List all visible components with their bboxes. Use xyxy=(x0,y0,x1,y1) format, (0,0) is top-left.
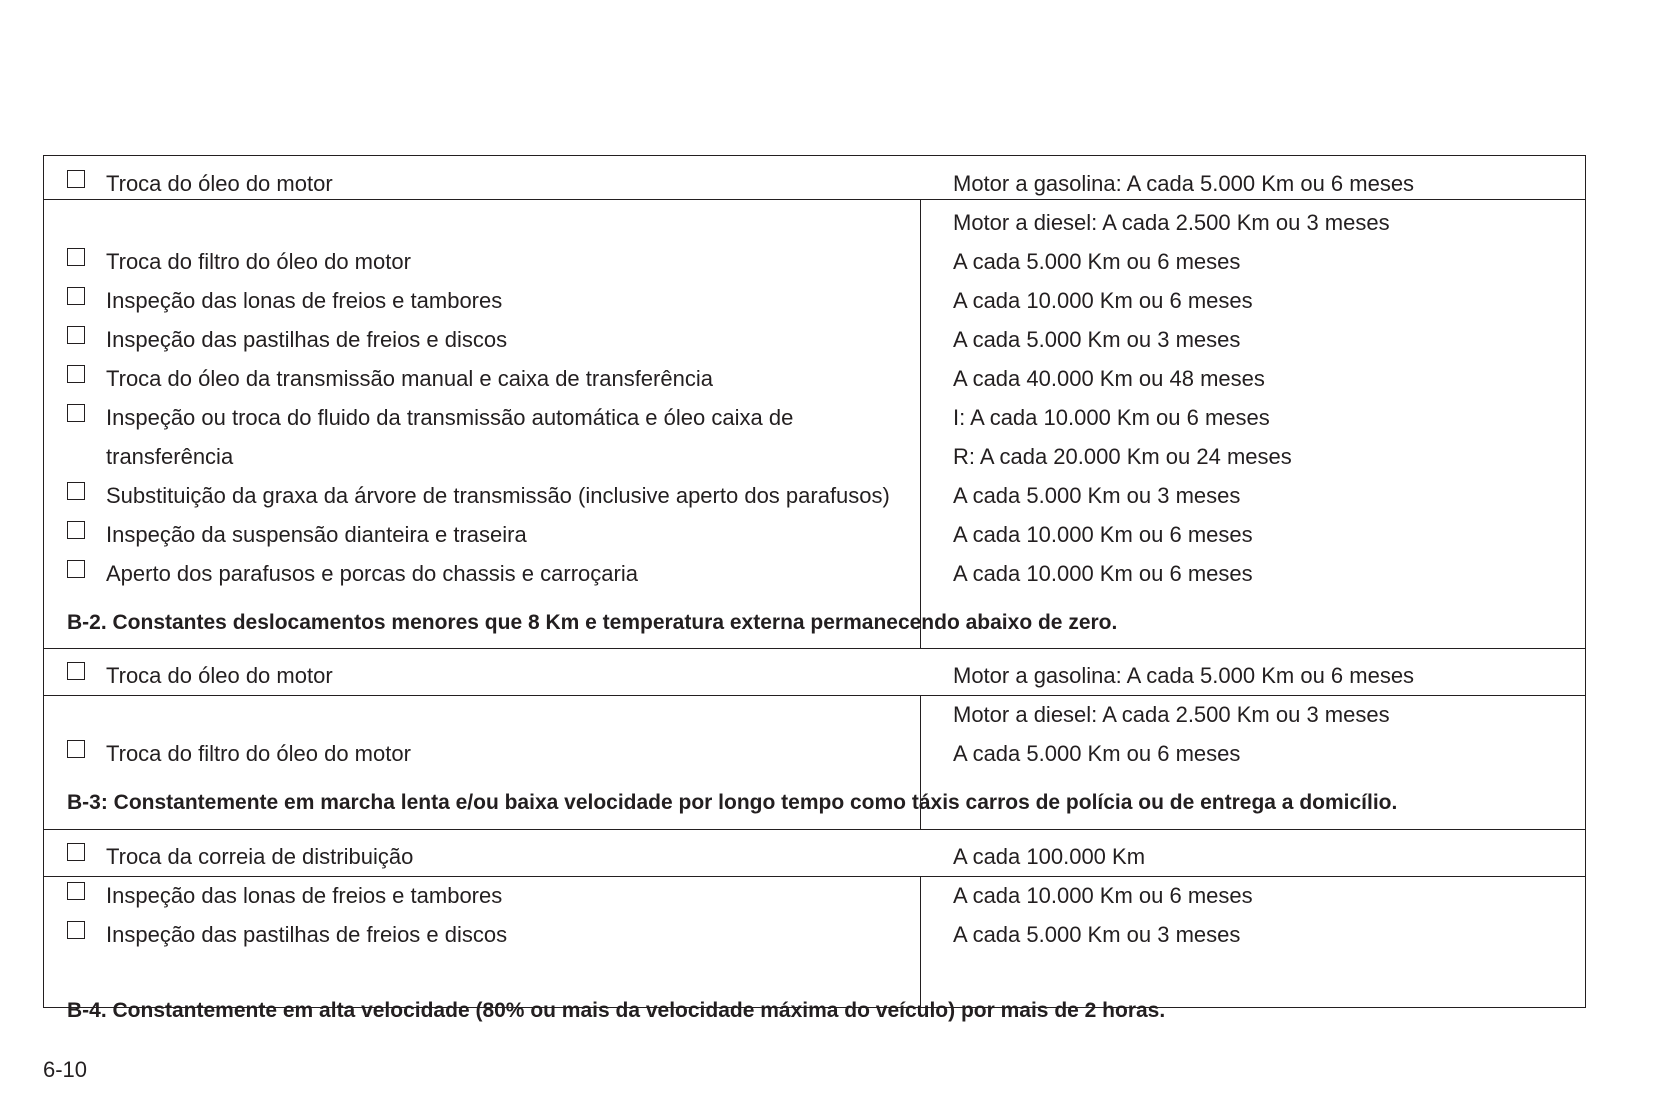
table-row xyxy=(0,397,1659,436)
table-row xyxy=(0,655,1659,694)
interval-label: A cada 5.000 Km ou 3 meses xyxy=(953,327,1241,352)
task-label: Inspeção das pastilhas de freios e discos xyxy=(106,922,508,947)
checkbox[interactable] xyxy=(67,326,85,344)
table-row xyxy=(0,914,1659,953)
rule xyxy=(43,829,1586,830)
task-label: Troca do óleo do motor xyxy=(106,663,333,688)
task-label: Inspeção ou troca do fluido da transmissão automática e óleo caixa de xyxy=(106,405,794,430)
task-label: transferência xyxy=(106,444,234,469)
page-number: 6-10 xyxy=(43,1057,88,1082)
interval-label: Motor a gasolina: A cada 5.000 Km ou 6 meses xyxy=(953,663,1415,688)
table-row xyxy=(0,319,1659,358)
interval-label: A cada 10.000 Km ou 6 meses xyxy=(953,883,1253,908)
task-label: Inspeção das lonas de freios e tambores xyxy=(106,288,503,313)
checkbox[interactable] xyxy=(67,170,85,188)
interval-label: Motor a diesel: A cada 2.500 Km ou 3 meses xyxy=(953,210,1390,235)
interval-label: Motor a gasolina: A cada 5.000 Km ou 6 meses xyxy=(953,171,1415,196)
task-label: Inspeção da suspensão dianteira e traseira xyxy=(106,522,527,547)
task-label: Substituição da graxa da árvore de transmissão (inclusive aperto dos parafusos) xyxy=(106,483,890,508)
interval-label: A cada 100.000 Km xyxy=(953,844,1146,869)
table-row xyxy=(0,436,1659,475)
interval-label: A cada 5.000 Km ou 6 meses xyxy=(953,249,1241,274)
interval-label: Motor a diesel: A cada 2.500 Km ou 3 meses xyxy=(953,702,1390,727)
checkbox[interactable] xyxy=(67,365,85,383)
interval-label: A cada 5.000 Km ou 6 meses xyxy=(953,741,1241,766)
table-row xyxy=(0,475,1659,514)
checkbox[interactable] xyxy=(67,482,85,500)
task-label: Troca do óleo do motor xyxy=(106,171,333,196)
task-label: Troca do óleo da transmissão manual e caixa de transferência xyxy=(106,366,713,391)
table-row xyxy=(0,241,1659,280)
interval-label: A cada 10.000 Km ou 6 meses xyxy=(953,288,1253,313)
checkbox[interactable] xyxy=(67,521,85,539)
table-row xyxy=(0,836,1659,875)
checkbox[interactable] xyxy=(67,287,85,305)
interval-label: A cada 10.000 Km ou 6 meses xyxy=(953,522,1253,547)
checkbox[interactable] xyxy=(67,662,85,680)
section-b2-heading: B-2. Constantes deslocamentos menores que 8 Km e temperatura externa permanecendo abaixo de zero. xyxy=(67,611,1118,634)
checkbox[interactable] xyxy=(67,843,85,861)
rule xyxy=(43,648,1586,649)
table-row xyxy=(0,514,1659,553)
task-label: Troca do filtro do óleo do motor xyxy=(106,741,411,766)
table-row xyxy=(0,733,1659,772)
table-row xyxy=(0,280,1659,319)
table-row xyxy=(0,553,1659,592)
checkbox[interactable] xyxy=(67,740,85,758)
table-row xyxy=(0,358,1659,397)
table-row xyxy=(0,694,1659,733)
task-label: Troca da correia de distribuição xyxy=(106,844,414,869)
checkbox[interactable] xyxy=(67,882,85,900)
checkbox[interactable] xyxy=(67,248,85,266)
task-label: Inspeção das pastilhas de freios e discos xyxy=(106,327,508,352)
table-row xyxy=(0,875,1659,914)
task-label: Aperto dos parafusos e porcas do chassis e carroçaria xyxy=(106,561,638,586)
checkbox[interactable] xyxy=(67,404,85,422)
interval-label: I: A cada 10.000 Km ou 6 meses xyxy=(953,405,1270,430)
interval-label: A cada 5.000 Km ou 3 meses xyxy=(953,483,1241,508)
table-row xyxy=(0,163,1659,202)
task-label: Troca do filtro do óleo do motor xyxy=(106,249,411,274)
section-b4-heading: B-4. Constantemente em alta velocidade (80% ou mais da velocidade máxima do veículo) por mais de 2 horas. xyxy=(67,999,1166,1022)
task-label: Inspeção das lonas de freios e tambores xyxy=(106,883,503,908)
interval-label: A cada 40.000 Km ou 48 meses xyxy=(953,366,1265,391)
section-b3-heading: B-3: Constantemente em marcha lenta e/ou baixa velocidade por longo tempo como táxis carros de polícia ou de entrega a domicílio. xyxy=(67,791,1398,814)
interval-label: R: A cada 20.000 Km ou 24 meses xyxy=(953,444,1292,469)
interval-label: A cada 5.000 Km ou 3 meses xyxy=(953,922,1241,947)
checkbox[interactable] xyxy=(67,921,85,939)
table-row xyxy=(0,202,1659,241)
interval-label: A cada 10.000 Km ou 6 meses xyxy=(953,561,1253,586)
checkbox[interactable] xyxy=(67,560,85,578)
